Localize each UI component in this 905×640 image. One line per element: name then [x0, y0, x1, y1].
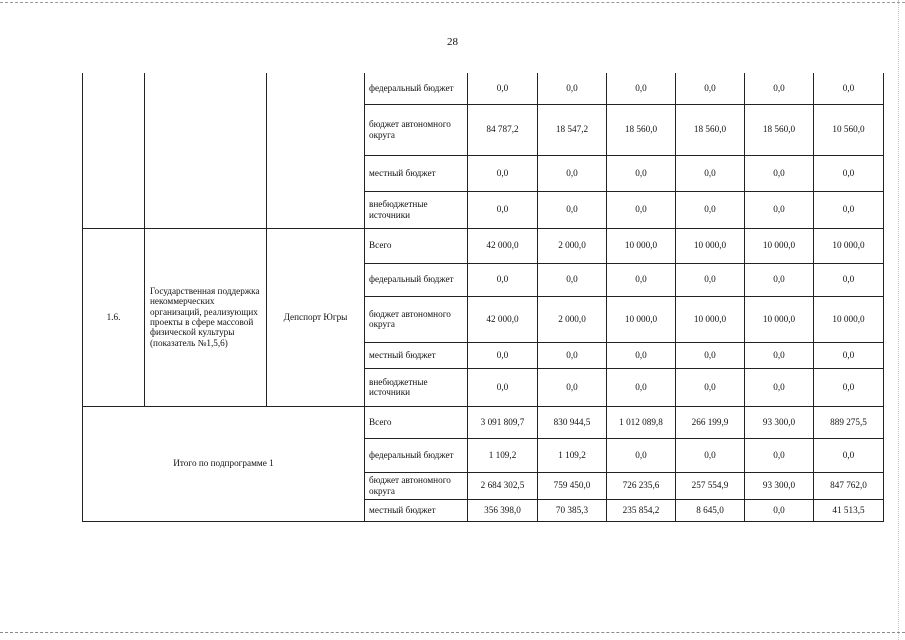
value-cell: 10 000,0 — [745, 228, 814, 263]
value-cell: 18 560,0 — [745, 104, 814, 155]
value-cell: 235 854,2 — [607, 499, 676, 521]
value-cell: 0,0 — [468, 191, 538, 228]
value-cell: 10 560,0 — [814, 104, 884, 155]
value-cell: 0,0 — [538, 191, 607, 228]
value-cell: 0,0 — [676, 438, 745, 472]
value-cell: 0,0 — [745, 155, 814, 191]
value-cell: 0,0 — [607, 438, 676, 472]
value-cell: 8 645,0 — [676, 499, 745, 521]
value-cell: 0,0 — [538, 368, 607, 406]
executor-cell-continued — [267, 73, 365, 228]
value-cell: 356 398,0 — [468, 499, 538, 521]
budget-table — [82, 73, 884, 522]
value-cell: 18 547,2 — [538, 104, 607, 155]
table-row — [83, 406, 884, 438]
value-cell: 3 091 809,7 — [468, 406, 538, 438]
value-cell: 0,0 — [745, 438, 814, 472]
value-cell: 0,0 — [814, 155, 884, 191]
value-cell: 10 000,0 — [814, 296, 884, 342]
table-row — [83, 228, 884, 263]
value-cell: 0,0 — [607, 191, 676, 228]
value-cell: 759 450,0 — [538, 472, 607, 499]
source-cell: Всего — [365, 228, 468, 263]
source-cell: федеральный бюджет — [365, 73, 468, 104]
value-cell: 0,0 — [745, 342, 814, 368]
number-cell-continued — [83, 73, 145, 228]
value-cell: 0,0 — [745, 191, 814, 228]
value-cell: 726 235,6 — [607, 472, 676, 499]
value-cell: 0,0 — [676, 191, 745, 228]
source-cell: бюджет автономного округа — [365, 296, 468, 342]
source-cell: местный бюджет — [365, 342, 468, 368]
value-cell: 1 109,2 — [468, 438, 538, 472]
value-cell: 0,0 — [814, 191, 884, 228]
value-cell: 2 000,0 — [538, 228, 607, 263]
value-cell: 0,0 — [468, 155, 538, 191]
value-cell: 266 199,9 — [676, 406, 745, 438]
value-cell: 0,0 — [538, 342, 607, 368]
value-cell: 0,0 — [468, 73, 538, 104]
value-cell: 0,0 — [676, 263, 745, 296]
value-cell: 10 000,0 — [676, 228, 745, 263]
value-cell: 0,0 — [538, 263, 607, 296]
value-cell: 0,0 — [745, 73, 814, 104]
value-cell: 42 000,0 — [468, 228, 538, 263]
value-cell: 0,0 — [814, 73, 884, 104]
item-description: Государственная поддержка некоммерческих организаций, реализующих проекты в сфере массовой физической культуры (показатель №1,5,6) — [145, 228, 267, 406]
value-cell: 10 000,0 — [745, 296, 814, 342]
value-cell: 0,0 — [676, 73, 745, 104]
value-cell: 0,0 — [468, 263, 538, 296]
page-number: 28 — [447, 36, 458, 48]
value-cell: 0,0 — [468, 342, 538, 368]
total-label: Итого по подпрограмме 1 — [83, 406, 365, 521]
value-cell: 0,0 — [745, 368, 814, 406]
value-cell: 889 275,5 — [814, 406, 884, 438]
value-cell: 0,0 — [745, 263, 814, 296]
value-cell: 847 762,0 — [814, 472, 884, 499]
value-cell: 0,0 — [607, 368, 676, 406]
value-cell: 10 000,0 — [607, 296, 676, 342]
item-number: 1.6. — [83, 228, 145, 406]
value-cell: 1 109,2 — [538, 438, 607, 472]
scan-edge-bottom — [0, 632, 905, 633]
source-cell: бюджет автономного округа — [365, 472, 468, 499]
value-cell: 1 012 089,8 — [607, 406, 676, 438]
value-cell: 0,0 — [607, 155, 676, 191]
value-cell: 0,0 — [468, 368, 538, 406]
item-executor: Депспорт Югры — [267, 228, 365, 406]
value-cell: 2 684 302,5 — [468, 472, 538, 499]
value-cell: 18 560,0 — [607, 104, 676, 155]
value-cell: 0,0 — [676, 155, 745, 191]
table-row — [83, 73, 884, 104]
value-cell: 0,0 — [607, 263, 676, 296]
value-cell: 0,0 — [814, 263, 884, 296]
value-cell: 0,0 — [607, 342, 676, 368]
value-cell: 0,0 — [676, 368, 745, 406]
source-cell: внебюджетные источники — [365, 191, 468, 228]
value-cell: 2 000,0 — [538, 296, 607, 342]
value-cell: 0,0 — [814, 342, 884, 368]
value-cell: 0,0 — [814, 438, 884, 472]
value-cell: 0,0 — [538, 155, 607, 191]
value-cell: 0,0 — [745, 499, 814, 521]
value-cell: 42 000,0 — [468, 296, 538, 342]
value-cell: 0,0 — [607, 73, 676, 104]
value-cell: 93 300,0 — [745, 472, 814, 499]
value-cell: 0,0 — [676, 342, 745, 368]
value-cell: 10 000,0 — [814, 228, 884, 263]
scan-edge-top — [0, 2, 905, 3]
source-cell: федеральный бюджет — [365, 438, 468, 472]
value-cell: 257 554,9 — [676, 472, 745, 499]
value-cell: 10 000,0 — [607, 228, 676, 263]
source-cell: федеральный бюджет — [365, 263, 468, 296]
source-cell: Всего — [365, 406, 468, 438]
source-cell: местный бюджет — [365, 499, 468, 521]
value-cell: 93 300,0 — [745, 406, 814, 438]
value-cell: 18 560,0 — [676, 104, 745, 155]
value-cell: 830 944,5 — [538, 406, 607, 438]
value-cell: 0,0 — [814, 368, 884, 406]
description-cell-continued — [145, 73, 267, 228]
value-cell: 41 513,5 — [814, 499, 884, 521]
source-cell: местный бюджет — [365, 155, 468, 191]
source-cell: внебюджетные источники — [365, 368, 468, 406]
value-cell: 10 000,0 — [676, 296, 745, 342]
value-cell: 70 385,3 — [538, 499, 607, 521]
scan-edge-right — [898, 0, 899, 640]
value-cell: 84 787,2 — [468, 104, 538, 155]
source-cell: бюджет автономного округа — [365, 104, 468, 155]
value-cell: 0,0 — [538, 73, 607, 104]
